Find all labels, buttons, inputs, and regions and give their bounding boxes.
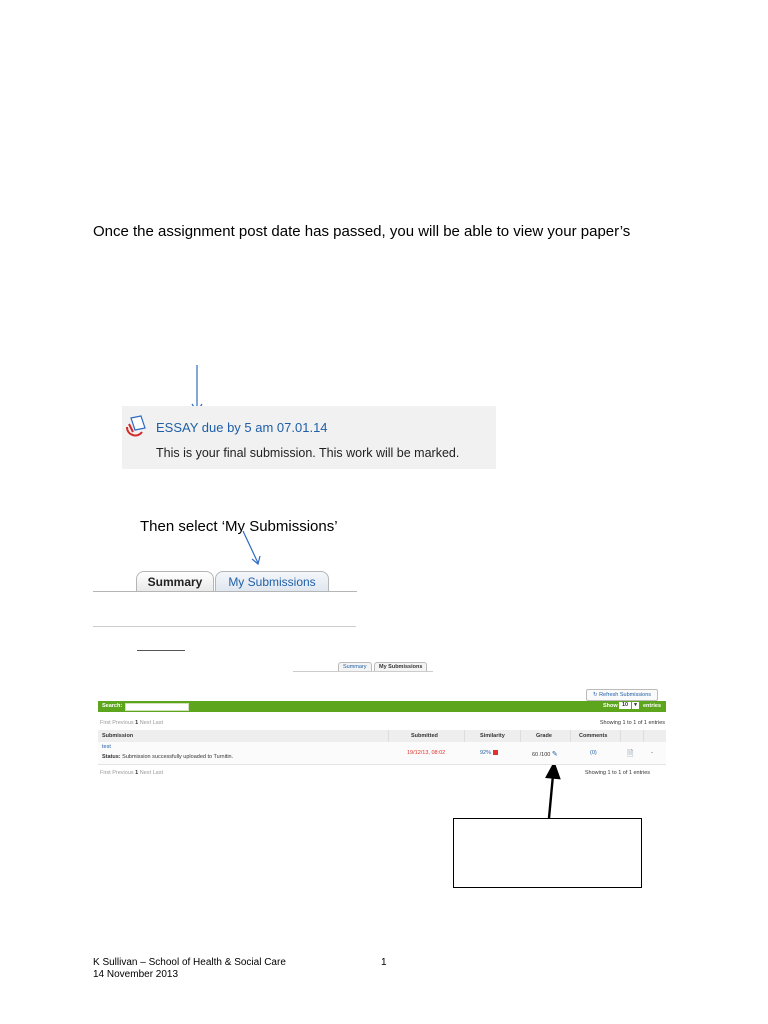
footer-date: 14 November 2013: [93, 969, 179, 980]
table-row: [98, 742, 666, 765]
refresh-label: Refresh Submissions: [599, 692, 652, 698]
col-similarity[interactable]: Similarity: [480, 733, 505, 739]
mini-tab-my-submissions[interactable]: My Submissions: [374, 662, 427, 672]
search-input[interactable]: [125, 703, 189, 711]
col-submitted[interactable]: Submitted: [411, 733, 438, 739]
entries-label: entries: [643, 703, 662, 709]
pager-previous[interactable]: Previous: [112, 770, 134, 776]
status-text: Submission successfully uploaded to Turnitin.: [122, 754, 234, 760]
chevron-down-icon[interactable]: ▾: [632, 702, 639, 709]
arrow-to-my-submissions-tab: [243, 531, 260, 564]
page-number: 1: [381, 957, 387, 968]
col-grade[interactable]: Grade: [536, 733, 552, 739]
search-bar: [98, 701, 666, 712]
instruction-text: Then select ‘My Submissions’: [140, 518, 338, 535]
essay-assignment-link[interactable]: ESSAY due by 5 am 07.01.14: [156, 420, 328, 435]
col-submission[interactable]: Submission: [102, 733, 134, 739]
intro-text: Once the assignment post date has passed, you will be able to view your paper’s: [93, 223, 631, 240]
arrow-to-essay: [192, 365, 202, 412]
grade-value: 60 /100: [532, 752, 551, 758]
download-paper-icon[interactable]: 🗎: [627, 749, 634, 758]
submission-status: [102, 754, 233, 760]
similarity-square-icon: [493, 750, 498, 755]
pager-first[interactable]: First: [100, 720, 111, 726]
search-label: Search:: [102, 703, 123, 709]
pencil-icon[interactable]: ✎: [551, 751, 558, 758]
refresh-icon: ↻: [592, 692, 600, 698]
table-header: [98, 730, 666, 742]
footer-author: K Sullivan – School of Health & Social Care: [93, 957, 286, 968]
pager-last[interactable]: Last: [152, 770, 164, 776]
grade-cell[interactable]: [532, 750, 558, 758]
submission-title-link[interactable]: test: [102, 744, 111, 750]
short-divider: [137, 650, 185, 651]
similarity-value: 92%: [480, 750, 492, 756]
showing-count-top: Showing 1 to 1 of 1 entries: [599, 720, 665, 726]
callout-box: [453, 818, 642, 888]
refresh-submissions-button[interactable]: [586, 689, 658, 701]
pager-current[interactable]: 1: [135, 770, 139, 776]
pager-first[interactable]: First: [100, 770, 111, 776]
pager-next[interactable]: Next: [139, 770, 152, 776]
show-label: Show: [603, 703, 618, 709]
mini-tab-summary[interactable]: Summary: [338, 662, 372, 672]
col-comments[interactable]: Comments: [579, 733, 608, 739]
pager-top: [100, 720, 163, 726]
pager-bottom: [100, 770, 163, 776]
tab-summary[interactable]: Summary: [136, 571, 214, 592]
tab-my-submissions[interactable]: My Submissions: [215, 571, 329, 592]
status-label: Status:: [102, 754, 121, 760]
showing-count-bottom: Showing 1 to 1 of 1 entries: [584, 770, 650, 776]
pager-last[interactable]: Last: [152, 720, 164, 726]
section-divider: [93, 626, 356, 627]
mini-tab-divider: [293, 671, 433, 672]
submissions-screenshot: [98, 660, 666, 780]
row-dash: -: [651, 750, 653, 756]
essay-final-note: This is your final submission. This work will be marked.: [156, 446, 460, 460]
comments-count[interactable]: (0): [590, 750, 597, 756]
pager-previous[interactable]: Previous: [112, 720, 134, 726]
entries-select[interactable]: 10: [619, 702, 631, 709]
submitted-date: 19/12/13, 08:02: [407, 750, 446, 756]
pager-current[interactable]: 1: [135, 720, 139, 726]
pager-next[interactable]: Next: [139, 720, 152, 726]
turnitin-paper-icon: [124, 414, 150, 440]
tab-bar: [93, 566, 357, 592]
tab-divider: [93, 591, 357, 592]
essay-assignment-box[interactable]: [122, 406, 496, 469]
similarity-score[interactable]: [480, 750, 498, 756]
